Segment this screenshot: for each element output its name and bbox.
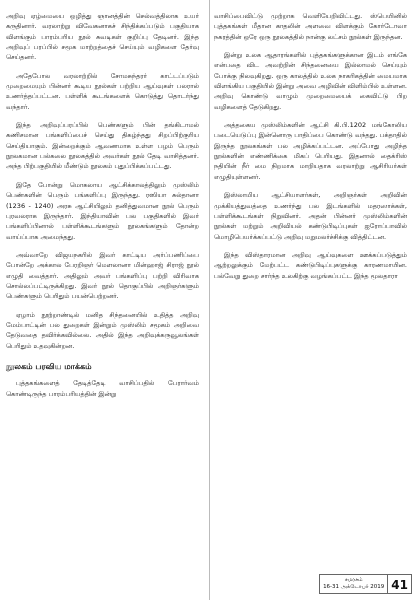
paragraph: அறிவு ஏழ்மையை ஒழித்து ஞானத்தின் செல்வத்திலாக உயர் கருதினார். வரலாற்று விவேகனாகச் சிந்திக்கப்படும் பகுதியாக விளங்கும் பாரம்பரிய நூல் சுவடிகள் குறிப்பு தேடினர். இந்த அறிவுப் பரப்பில் சமூக மாற்றத்தைச் செய்யும் வழிகளை தேர்வு செய்தனர். <box>6 12 199 62</box>
paragraph: இந்த அறிவுப்பரப்பில் பெண்களும் பின் தங்கிடாமல் கணிசமான பங்களிப்பைச் செய்து திகழ்ந்தது சிறப்பிற்குரிய செய்தியாகும். இன்றைக்கும் ஆவணமாக உள்ள பழம் பெரும் நூலகமான பல்கலை நூலகத்தில் அவர்கள் நூல் தேடி வாசித்தனர். அந்த பிற்பகுதியில் மீண்டும் நூலகம் புதுப்பிக்கப்பட்டது. <box>6 121 199 171</box>
paragraph: இஸ்லாமிய ஆட்சியாளர்கள், அறிஞர்கள் அறிவின் முக்கியத்துவத்தை உணர்ந்து பல இடங்களில் மதரஸாக்கள், பள்ளிக்கூடங்கள் நிறுவினர். அதன் பின்னர் முஸ்லிம்களின் நூல்கள் மற்றும் அறிவியல் கண்டுபிடிப்புகள் ஐரோப்பாவில் மொழிபெயர்க்கப்பட்டு அறிவு மறுமலர்ச்சிக்கு வித்திட்டன. <box>214 191 407 241</box>
page-number: 41 <box>388 574 412 594</box>
column-divider <box>209 0 210 600</box>
paragraph: ஏழாம் நூற்றாண்டில் மனித சிந்தனையில் உதித்த அறிவு மேம்பாட்டின் பல துறைகள் இன்றும் முஸ்லிம் சமூகம் அறிவை தேடுவதை தவிர்க்கவில்லை. அதில் இந்த அறிவுக்கருவூலங்கள் பெரிதும் உதவுகின்றன. <box>6 310 199 350</box>
paragraph: வாசிப்பைவிட்டு முற்றாக வெளியேறிவிட்டது. ஸ்பெயினில் புத்தகங்கள் மீதான காதலின் அளவை விளக்கும் கோர்டோவா நகரத்தின் ஒரே ஒரு நூலகத்தில் நான்கு லட்சம் நூல்கள் இருந்தன. <box>214 12 407 41</box>
paragraph: இதே போன்று மொகலாய ஆட்சிக்காலத்திலும் முஸ்லிம் பெண்களின் பெரும் பங்களிப்பு இருந்தது. ரஸியா சுல்தானா (1236 - 1240) அரசு ஆட்சியிலும் தனித்துவமான நூல் பெரும் புரவலராக இருந்தார். இந்தியாவின் பல பகுதிகளில் இவர் பங்களிப்பினால் பள்ளிக்கூடங்களும் நூலகங்களும் தோன்ற வாய்ப்பாக அமைந்தது. <box>6 180 199 241</box>
paragraph: புத்தகங்களைத் தேடித்தேடி வாசிப்பதில் பேரார்வம் கொண்டிருந்த பாரம்பரியத்தின் இன்று <box>6 379 199 398</box>
issue-date: 16-31 அக்டோபர் 2019 <box>323 584 385 590</box>
right-column <box>214 11 407 281</box>
paragraph: அவ்வாறே விஜயநகரில் இவர் காட்டிய அர்ப்பணிப்பை போன்றே அக்கால பேரறிஞர் மௌலானா மின்ஹாஜ் சிராஜ் நூல் எழுதி வைத்தார். அதிலும் அவர் பங்களிப்பு பற்றி விரிவாக சொல்லப்பட்டிருக்கிறது. இவர் நூல் தொகுப்பில் அறிஞர்களும் பெண்களும் பெரிதும் பயன்பெற்றனர். <box>6 250 199 301</box>
magazine-name: சமரசம் <box>344 577 363 583</box>
footer-masthead <box>319 574 388 594</box>
paragraph: அதேபோல வரலாற்றில் சோமசுந்தரர் காட்டப்படும் முறைமையும் பின்னர் கூடிய நூல்கள் பற்றிய ஆய்வுகள் பலரால் உணர்த்தப்பட்டன. பள்ளிக் கூடங்களைக் கொடுத்து தொடர்ந்து வந்தார். <box>6 71 199 111</box>
paragraph: அத்தகைய முஸ்லிம்களின் ஆட்சி கி.பி.1202 மங்கோலிய படையெடுப்பு இன்னொரு பாதிப்பை கொண்டு வந்தது. பக்தாதில் இருந்த நூலகங்கள் பல அழிக்கப்பட்டன. அப்போது அழிந்த நூல்களின் எண்ணிக்கை மிகப் பெரியது. இதனால் தைக்ரிஸ் நதியின் நீர் மை நிறமாக மாறியதாக வரலாற்று ஆசிரியர்கள் எழுதியுள்ளனர். <box>214 121 407 181</box>
left-column <box>6 11 199 399</box>
paragraph: இந்த விஸ்தாரமான அறிவு ஆய்வுகளை ஊக்கப்படுத்தும் ஆற்றலுக்கும் மேற்பட்ட கண்டுபிடிப்புகளுக்கு காரணமாயின. பல்வேறு துறை சார்ந்த உலகிற்கு வழங்கப்பட்ட இந்த மூலதாரா <box>214 250 407 280</box>
paragraph: இன்று உலக ஆதாரங்களில் புத்தகங்களுக்கான இடம் எங்கே என்பதை விட அவற்றின் சிந்தனையை இல்லாமல் செய்யும் போக்கு நிலவுகிறது. ஒரு காலத்தில் உலக நாகரிகத்தின் மையமாக விளங்கிய பகுதியில் இன்று அவை அழிவின் விளிம்பில் உள்ளன. அறிவு கொண்டு வாழும் முறைமையைக் கைவிட்டு பிற வழிகளைத் தேடுகிறது. <box>214 51 407 111</box>
section-heading: நூலகம் பரவிய மாக்கம் <box>6 361 92 371</box>
page-footer <box>319 574 412 594</box>
